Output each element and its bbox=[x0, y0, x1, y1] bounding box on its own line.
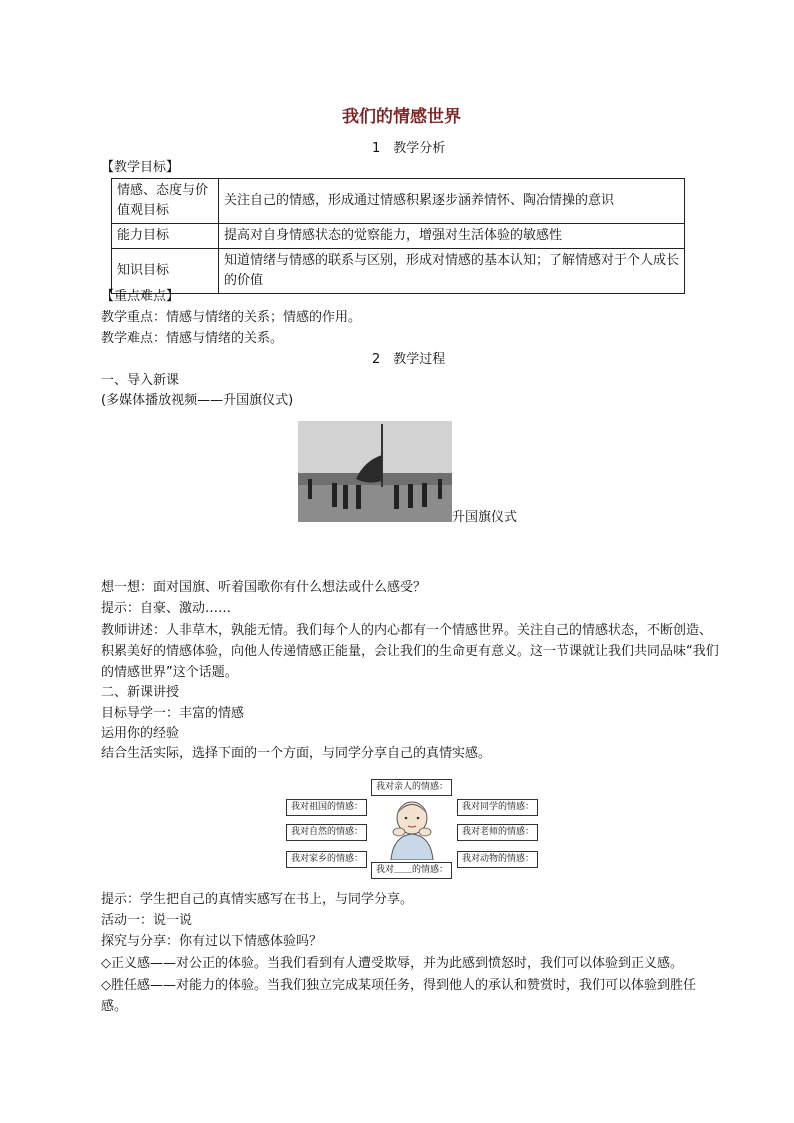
teacher-narration-text: 教师讲述：人非草木，孰能无情。我们每个人的内心都有一个情感世界。关注自己的情感状态，不断创造、积累美好的情感体验，向他人传递情感正能量，会让我们的生命更有意义。这一节课就让我们共同品味“我们的情感世界”这个话题。 bbox=[101, 623, 719, 680]
hint-share: 提示：学生把自己的真情实感写在书上，与同学分享。 bbox=[101, 892, 414, 907]
goal-label: 能力目标 bbox=[112, 224, 219, 249]
table-row bbox=[112, 224, 685, 249]
goal-content: 提高对自身情感状态的觉察能力，增强对生活体验的敏感性 bbox=[219, 224, 685, 249]
key-points-heading: 【重点难点】 bbox=[101, 289, 180, 304]
flag-ceremony-picture bbox=[298, 421, 452, 522]
thinking-girl-illustration bbox=[371, 796, 453, 860]
section-heading-process: 2 教学过程 bbox=[372, 352, 446, 367]
justice-text: ◇正义感——对公正的体验。当我们看到有人遭受欺辱，并为此感到愤怒时，我们可以体验到正义感。 bbox=[101, 956, 683, 971]
teaching-difficulty: 教学难点：情感与情绪的关系。 bbox=[101, 331, 284, 346]
activity-1: 活动一：说一说 bbox=[101, 913, 193, 928]
goal-content: 知道情绪与情感的联系与区别，形成对情感的基本认知；了解情感对于个人成长的价值 bbox=[219, 249, 685, 294]
feeling-box-hometown: 我对家乡的情感： bbox=[286, 851, 367, 868]
teaching-focus: 教学重点：情感与情绪的关系；情感的作用。 bbox=[101, 310, 362, 325]
goal-label: 知识目标 bbox=[112, 249, 219, 294]
media-note: (多媒体播放视频——升国旗仪式) bbox=[101, 393, 294, 408]
table-row bbox=[112, 249, 685, 294]
justice-paragraph bbox=[101, 953, 721, 974]
table-row bbox=[112, 179, 685, 224]
new-lesson-heading: 二、新课讲授 bbox=[101, 685, 180, 700]
section-heading-analysis: 1 教学分析 bbox=[372, 141, 446, 156]
explore-share: 探究与分享：你有过以下情感体验吗？ bbox=[101, 934, 323, 949]
feeling-box-blank: 我对＿＿的情感： bbox=[371, 862, 452, 879]
use-experience: 运用你的经验 bbox=[101, 726, 180, 741]
hint-text: 提示：自豪、激动…… bbox=[101, 601, 232, 616]
page-title: 我们的情感世界 bbox=[342, 107, 461, 127]
flag-ceremony-image bbox=[298, 421, 452, 522]
instruction-text: 结合生活实际，选择下面的一个方面，与同学分享自己的真情实感。 bbox=[101, 746, 492, 761]
feeling-box-teachers: 我对老师的情感： bbox=[457, 824, 538, 841]
teacher-narration bbox=[101, 620, 721, 683]
feeling-box-nature: 我对自然的情感： bbox=[286, 824, 367, 841]
goal-content: 关注自己的情感，形成通过情感积累逐步涵养情怀、陶冶情操的意识 bbox=[219, 179, 685, 224]
feeling-box-family: 我对亲人的情感： bbox=[371, 779, 452, 796]
feeling-box-animals: 我对动物的情感： bbox=[457, 851, 538, 868]
goal-label: 情感、态度与价值观目标 bbox=[112, 179, 219, 224]
teaching-goals-heading: 【教学目标】 bbox=[101, 160, 180, 175]
teaching-goals-table bbox=[111, 178, 685, 294]
think-question: 想一想：面对国旗、听着国歌你有什么想法或什么感受？ bbox=[101, 580, 427, 595]
goal-guide-1: 目标导学一：丰富的情感 bbox=[101, 706, 245, 721]
intro-heading: 一、导入新课 bbox=[101, 373, 180, 388]
image-caption: 升国旗仪式 bbox=[452, 510, 518, 525]
competence-text: ◇胜任感——对能力的体验。当我们独立完成某项任务，得到他人的承认和赞赏时，我们可以体验到胜任感。 bbox=[101, 978, 696, 1014]
feeling-box-classmates: 我对同学的情感： bbox=[457, 799, 538, 816]
feeling-box-country: 我对祖国的情感： bbox=[286, 799, 367, 816]
competence-paragraph bbox=[101, 975, 721, 1017]
